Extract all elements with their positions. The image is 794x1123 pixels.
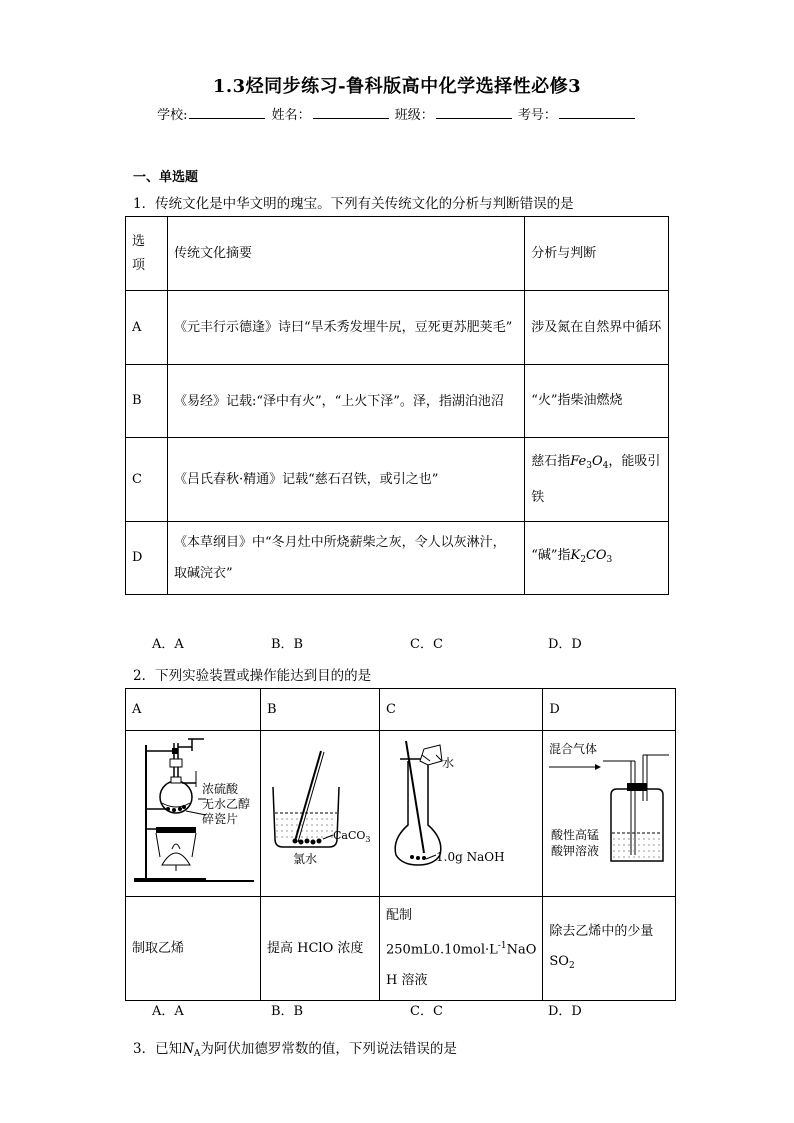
label-naoh: 1.0g NaOH <box>436 850 505 864</box>
choice-b[interactable]: B．B <box>271 1004 304 1019</box>
purpose-d: 除去乙烯中的少量 $SO_2$ <box>543 897 676 1001</box>
row-option: B <box>126 365 168 438</box>
header-b: B <box>261 689 380 731</box>
school-label: 学校: <box>157 108 188 123</box>
label-kmno4-line1: 酸性高锰 <box>551 828 600 842</box>
question-1-table <box>125 216 669 595</box>
row-analysis: 涉及氮在自然界中循环 <box>525 291 669 365</box>
label-porcelain-chips: 碎瓷片 <box>202 812 239 826</box>
choice-c[interactable]: C．C <box>410 1004 443 1019</box>
number-label: 考号： <box>517 108 557 123</box>
row-summary: 《易经》记载:“泽中有火”，“上火下泽”。泽，指湖泊池沼 <box>167 365 524 438</box>
choice-a[interactable]: A．A <box>152 637 184 652</box>
name-label: 姓名： <box>271 108 311 123</box>
row-analysis: “碱”指$K_2CO_3$ <box>525 522 669 595</box>
choice-a[interactable]: A．A <box>152 1004 184 1019</box>
section-title: 一、单选题 <box>133 170 199 185</box>
table-header-row <box>126 689 676 731</box>
row-summary: 《本草纲目》中“冬月灶中所烧薪柴之灰，令人以灰淋汁，取碱浣衣” <box>167 522 524 595</box>
table-header-row <box>126 217 669 291</box>
apparatus-row <box>126 731 676 897</box>
choice-c[interactable]: C．C <box>410 637 443 652</box>
row-summary: 《吕氏春秋·精通》记载“慈石召铁，或引之也” <box>167 438 524 522</box>
apparatus-d-cell <box>543 731 676 897</box>
purpose-b: 提高 HClO 浓度 <box>261 897 380 1001</box>
class-blank[interactable] <box>436 105 512 119</box>
purpose-a: 制取乙烯 <box>126 897 261 1001</box>
label-anhydrous-ethanol: 无水乙醇 <box>202 797 251 811</box>
choice-d[interactable]: D．D <box>548 1004 582 1019</box>
table-row <box>126 291 669 365</box>
apparatus-b-cell <box>261 731 380 897</box>
header-summary: 传统文化摘要 <box>167 217 524 291</box>
label-concentrated-sulfuric-acid: 浓硫酸 <box>202 782 239 796</box>
header-option: 选 项 <box>126 217 168 291</box>
question-2-choices <box>0 1000 794 1020</box>
header-analysis: 分析与判断 <box>525 217 669 291</box>
header-c: C <box>380 689 543 731</box>
purpose-c: 配制 $250mL0.10mol\cdot L^{-1}NaO$ H 溶液 <box>380 897 543 1001</box>
row-option: C <box>126 438 168 522</box>
table-row <box>126 438 669 522</box>
question-3-stem: 3．已知$N_A$为阿伏加德罗常数的值，下列说法错误的是 <box>133 1041 457 1059</box>
student-info-line <box>0 104 794 123</box>
apparatus-c-cell <box>380 731 543 897</box>
row-analysis: “火”指柴油燃烧 <box>525 365 669 438</box>
question-1-choices <box>0 633 794 653</box>
purpose-row <box>126 897 676 1001</box>
label-mixed-gas: 混合气体 <box>549 742 598 756</box>
label-water: 水 <box>442 756 455 770</box>
page-title: 1.3烃同步练习-鲁科版高中化学选择性必修3 <box>212 76 582 97</box>
choice-d[interactable]: D．D <box>548 637 582 652</box>
gas-washing-bottle-illustration <box>543 731 675 887</box>
ethylene-apparatus-illustration <box>126 731 260 887</box>
label-kmno4-line2: 酸钾溶液 <box>551 844 600 858</box>
label-caco3: CaCO$_3$ <box>333 829 371 844</box>
label-chlorine-water: 氯水 <box>293 852 318 866</box>
choice-b[interactable]: B．B <box>271 637 304 652</box>
question-2-table <box>125 688 676 1001</box>
question-1-stem: 1．传统文化是中华文明的瑰宝。下列有关传统文化的分析与判断错误的是 <box>133 196 574 212</box>
apparatus-a-cell <box>126 731 261 897</box>
row-option: D <box>126 522 168 595</box>
row-analysis: 慈石指$Fe_3O_4$，能吸引铁 <box>525 438 669 522</box>
table-row <box>126 522 669 595</box>
header-d: D <box>543 689 676 731</box>
table-row <box>126 365 669 438</box>
number-blank[interactable] <box>559 105 635 119</box>
class-label: 班级： <box>394 108 434 123</box>
row-summary: 《元丰行示德逢》诗曰“旱禾秀发埋牛尻，豆死更苏肥荚毛” <box>167 291 524 365</box>
school-blank[interactable] <box>189 105 265 119</box>
header-a: A <box>126 689 261 731</box>
question-2-stem: 2．下列实验装置或操作能达到目的的是 <box>133 668 372 684</box>
volumetric-flask-illustration <box>380 731 540 887</box>
row-option: A <box>126 291 168 365</box>
chlorine-water-beaker-illustration <box>261 731 379 887</box>
name-blank[interactable] <box>313 105 389 119</box>
